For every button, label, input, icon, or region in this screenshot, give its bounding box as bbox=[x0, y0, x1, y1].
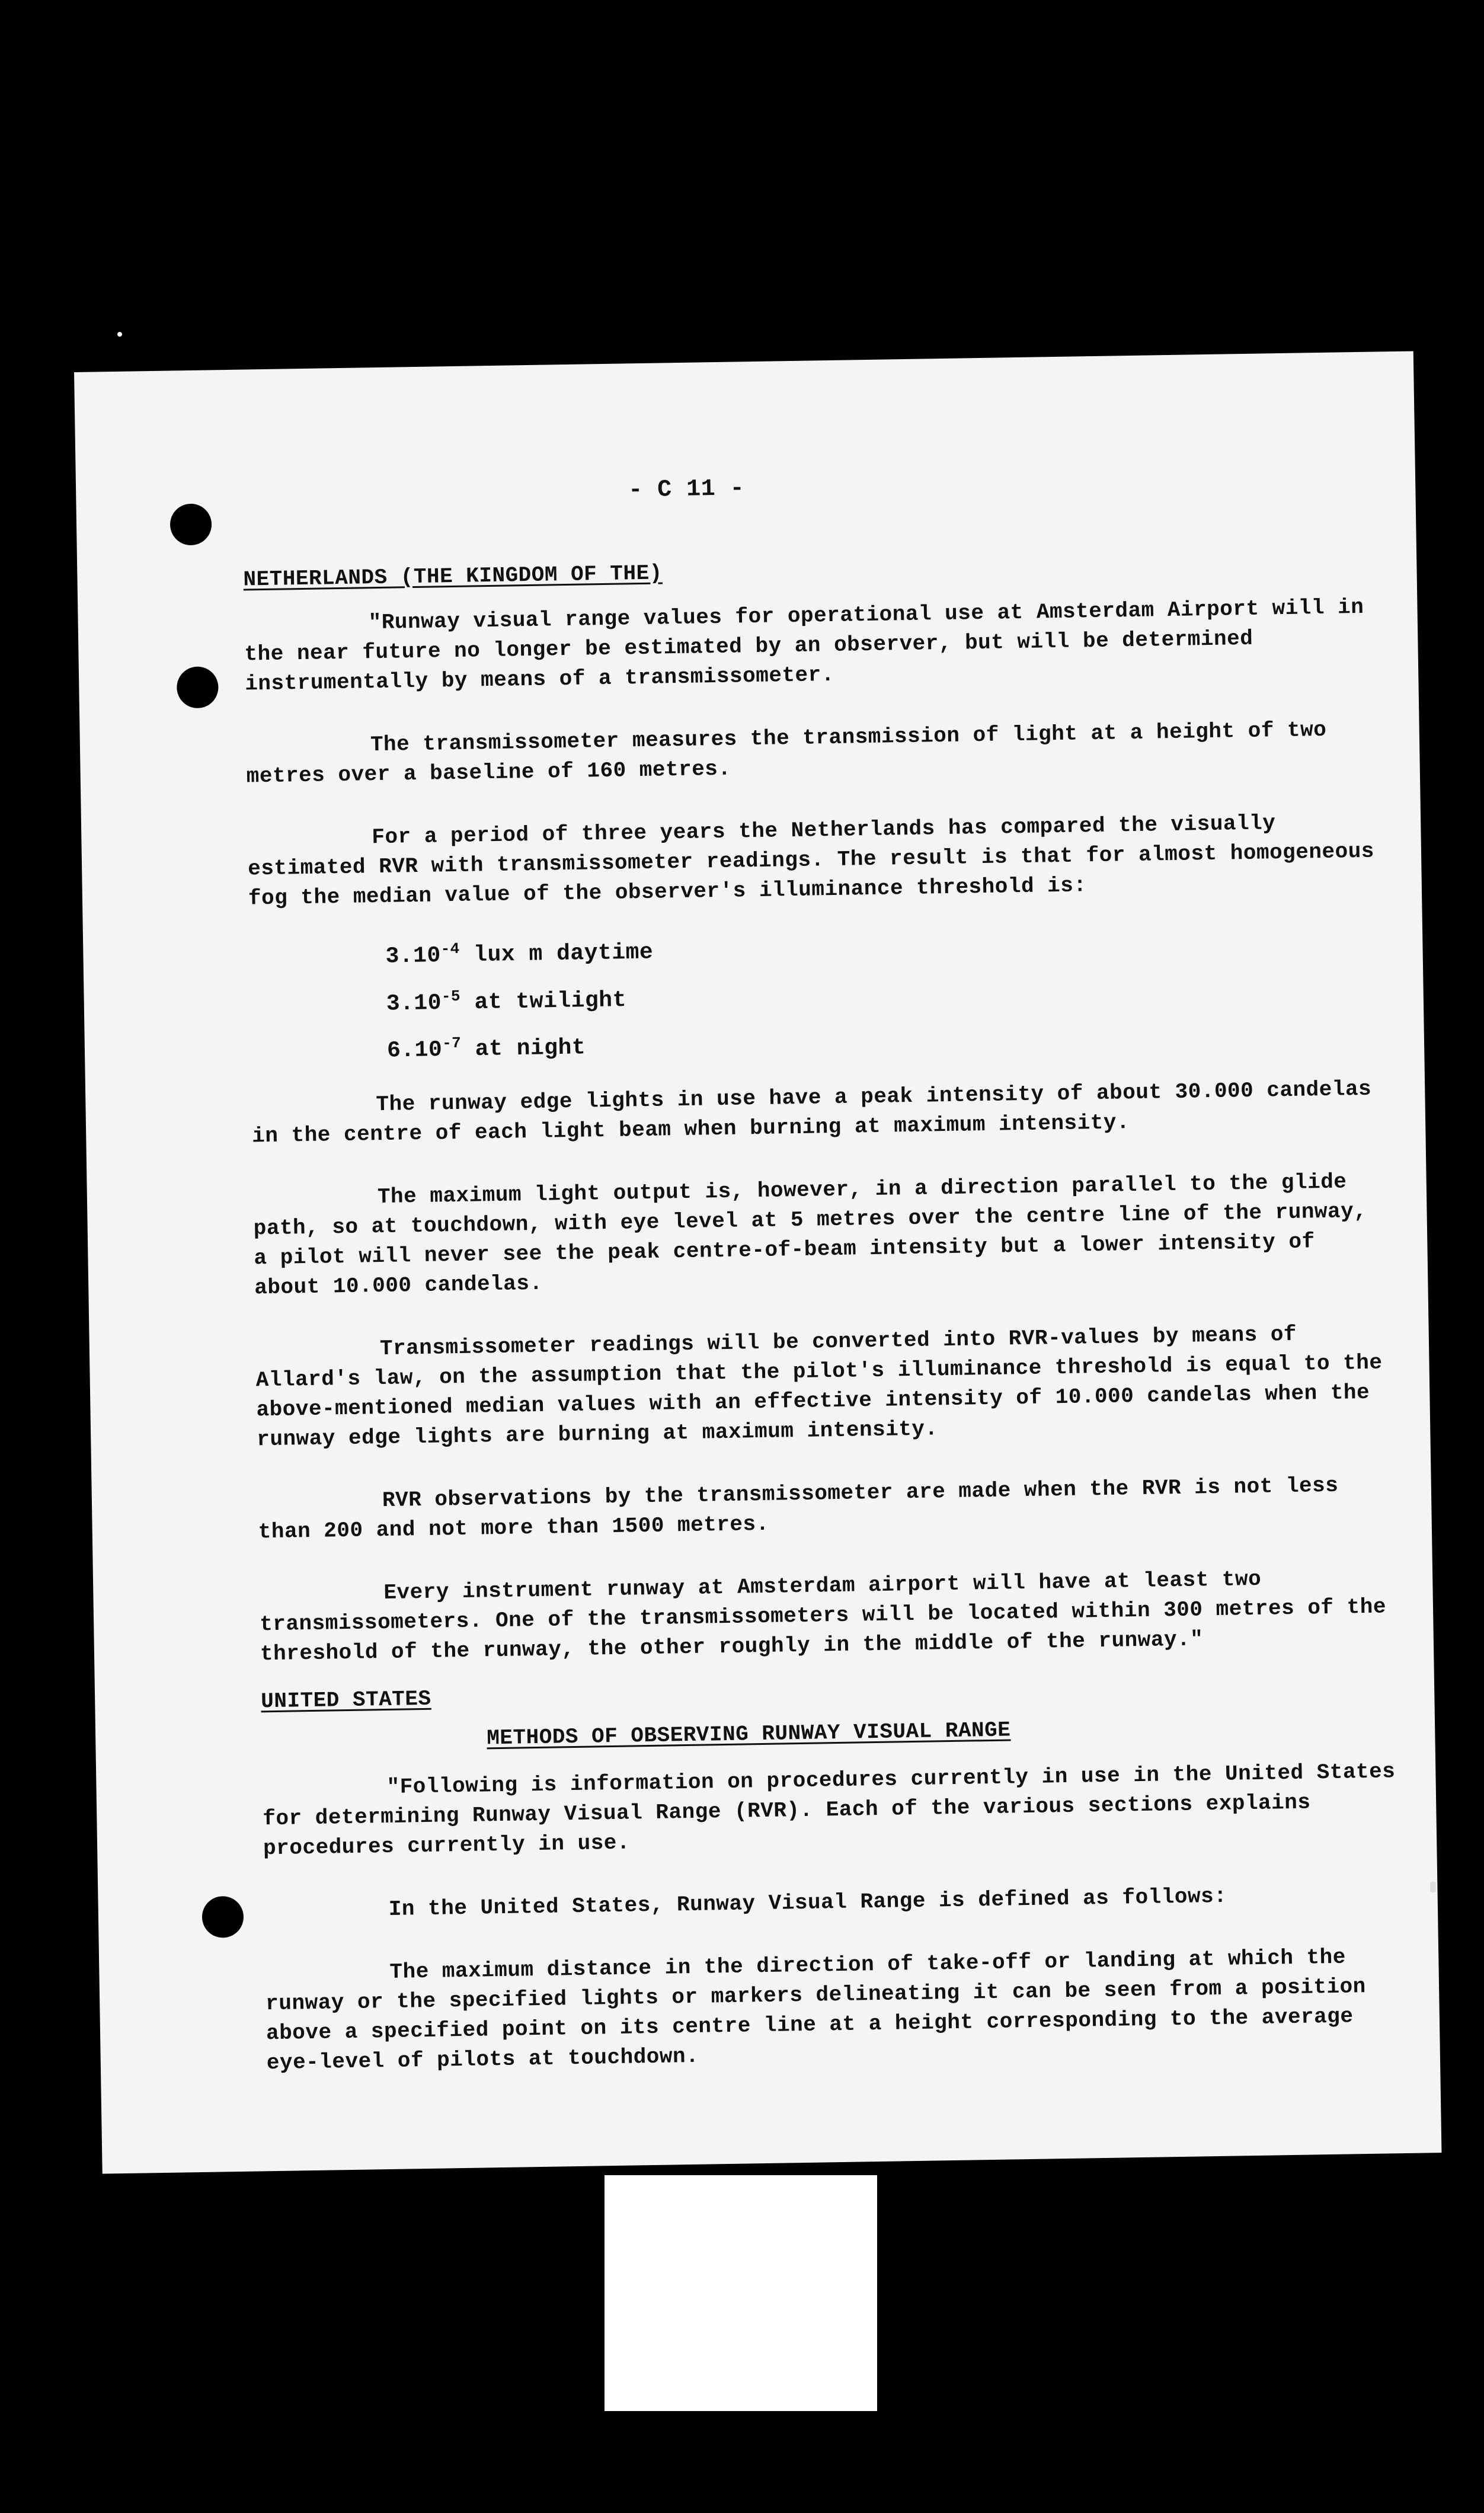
value-exponent: -7 bbox=[442, 1034, 462, 1053]
paragraph: "Runway visual range values for operational use at Amsterdam Airport will in the near future no longer be estimated by an observer, but will be determined instrumentally by means of a transmissometer. bbox=[244, 594, 1364, 696]
value-label: at night bbox=[475, 1035, 586, 1063]
value-base: 3.10 bbox=[386, 990, 442, 1017]
blank-attachment bbox=[605, 2175, 877, 2411]
threshold-value-night bbox=[386, 1014, 1389, 1066]
paragraph: In the United States, Runway Visual Range is defined as follows: bbox=[388, 1884, 1227, 1921]
paragraph: Every instrument runway at Amsterdam airport will have at least two transmissometers. One of the transmissometers will be located within 300 metres of the threshold of the runway, the other roughly in the middle of the runway." bbox=[259, 1566, 1387, 1667]
edge-mark bbox=[1430, 1882, 1436, 1892]
paragraph: The transmissometer measures the transmission of light at a height of two metres over a baseline of 160 metres. bbox=[246, 717, 1327, 789]
section-heading-united-states: UNITED STATES bbox=[260, 1686, 431, 1714]
punch-hole-middle bbox=[177, 666, 219, 708]
paragraph: The maximum light output is, however, in a direction parallel to the glide path, so at touchdown, with eye level at 5 metres over the centre line of the runway, a pilot will never see the peak centre-of-beam intensity but a lower intensity of about 10.000 candelas. bbox=[253, 1169, 1367, 1300]
section-subheading: METHODS OF OBSERVING RUNWAY VISUAL RANGE bbox=[486, 1718, 1011, 1751]
paragraph: "Following is information on procedures currently in use in the United States for determining Runway Visual Range (RVR). Each of the various sections explains procedures currently in use. bbox=[263, 1759, 1396, 1861]
value-exponent: -4 bbox=[440, 939, 460, 958]
value-base: 3.10 bbox=[385, 943, 442, 970]
page-number: - C 11 - bbox=[628, 475, 745, 504]
paragraph: For a period of three years the Netherlands has compared the visually estimated RVR with transmissometer readings. The result is that for almost homogeneous fog the median value of the observer's illuminance threshold is: bbox=[247, 811, 1375, 911]
document-body bbox=[242, 464, 1405, 2111]
film-speck bbox=[117, 332, 122, 337]
punch-hole-top bbox=[170, 503, 212, 545]
value-base: 6.10 bbox=[386, 1037, 443, 1064]
threshold-value-twilight bbox=[386, 967, 1388, 1019]
value-label: lux m daytime bbox=[473, 939, 654, 968]
document-page bbox=[74, 351, 1441, 2174]
paragraph: RVR observations by the transmissometer are made when the RVR is not less than 200 and not more than 1500 metres. bbox=[258, 1473, 1339, 1545]
value-label: at twilight bbox=[474, 987, 627, 1015]
punch-hole-bottom bbox=[202, 1896, 244, 1938]
threshold-value-daytime bbox=[385, 919, 1387, 971]
value-exponent: -5 bbox=[441, 987, 461, 1006]
paragraph: The runway edge lights in use have a peak intensity of about 30.000 candelas in the centre of each light beam when burning at maximum intensity. bbox=[251, 1076, 1372, 1149]
paragraph: Transmissometer readings will be converted into RVR-values by means of Allard's law, on the assumption that the pilot's illuminance threshold is equal to the above-mentioned median values with an effective intensity of 10.000 candelas when the runway edge lights are burning at maximum intensity. bbox=[255, 1322, 1383, 1452]
paragraph: The maximum distance in the direction of take-off or landing at which the runway or the specified lights or markers delineating it can be seen from a position above a specified point on its centre line at a height corresponding to the average eye-level of pilots at touchdown. bbox=[265, 1945, 1367, 2076]
section-heading-netherlands: NETHERLANDS (THE KINGDOM OF THE) bbox=[243, 561, 663, 592]
